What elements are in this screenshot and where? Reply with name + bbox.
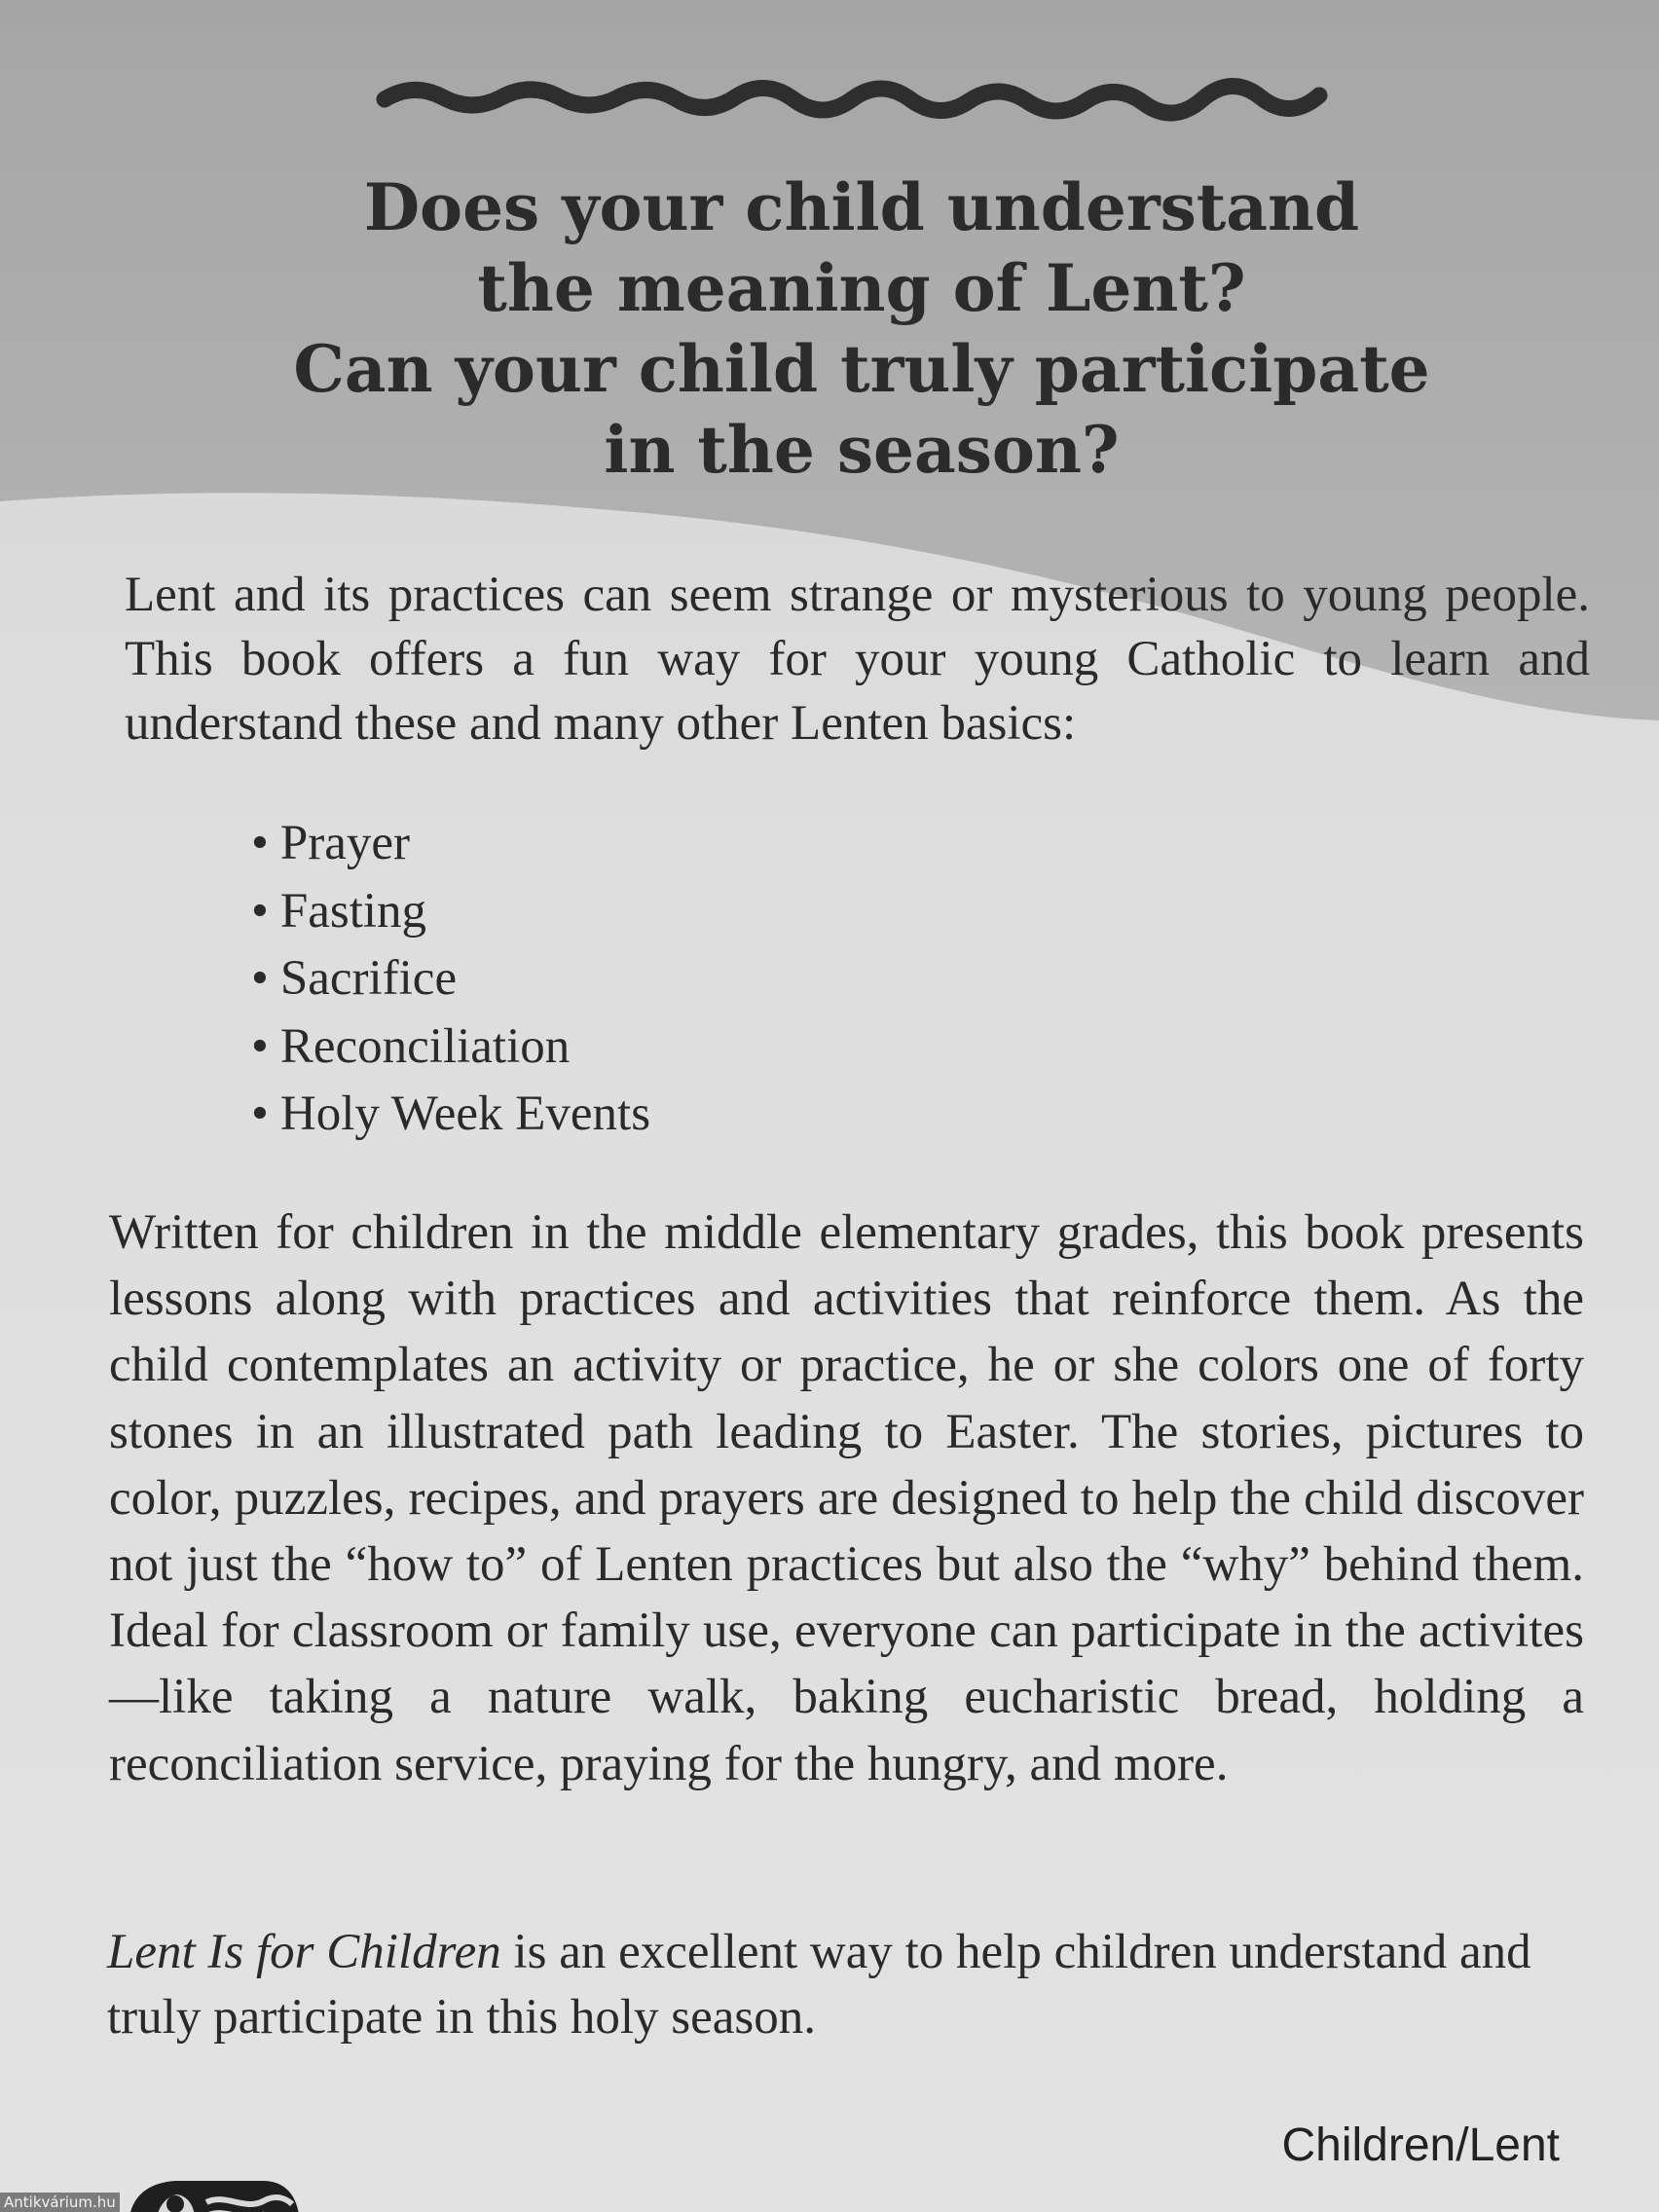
bullet-icon: • — [251, 1018, 269, 1074]
headline-line-4: in the season? — [604, 412, 1120, 488]
headline-line-3: Can your child truly participate — [293, 331, 1430, 407]
list-item — [251, 1081, 650, 1149]
list-item-label: Reconciliation — [279, 1018, 571, 1074]
wavy-line-decoration — [375, 70, 1329, 129]
closing-text: is an excellent way to help children understand and truly participate in this holy season. — [107, 1925, 1531, 2045]
list-item-label: Fasting — [279, 883, 427, 939]
description-paragraph: Written for children in the middle elementary grades, this book presents lessons along with practices and activities that reinforce them. As the child contemplates an activity or practice, he or she colors one of forty stones in an illustrated path leading to Easter. The stories, pictures to color, puzzles, recipes, and prayers are designed to help the child discover not just the “how to” of Lenten practices but also the “why” behind them. Ideal for classroom or family use, everyone can participate in the activites—like taking a nature walk, baking eucharistic bread, holding a reconciliation service, praying for the hungry, and more. — [109, 1205, 1584, 1791]
list-item — [251, 810, 650, 878]
list-item — [251, 945, 650, 1014]
closing-paragraph — [107, 1920, 1587, 2050]
publisher-logo-icon — [117, 2169, 302, 2212]
headline-line-1: Does your child understand — [363, 169, 1360, 245]
category-label: Children/Lent — [1281, 2120, 1560, 2171]
bullet-icon: • — [251, 883, 269, 939]
lenten-basics-list — [251, 810, 650, 1149]
list-item — [251, 878, 650, 946]
list-item-label: Sacrifice — [279, 951, 458, 1006]
book-title: Lent Is for Children — [107, 1925, 501, 1979]
headline — [195, 167, 1529, 491]
watermark-label: Antikvárium.hu — [0, 2193, 120, 2212]
bullet-icon: • — [251, 1087, 269, 1141]
list-item-label: Prayer — [279, 816, 410, 870]
bullet-icon: • — [251, 951, 269, 1006]
list-item-label: Holy Week Events — [279, 1087, 651, 1141]
headline-line-2: the meaning of Lent? — [477, 250, 1246, 326]
bullet-icon: • — [251, 816, 269, 870]
intro-paragraph: Lent and its practices can seem strange or mysterious to young people. This book offers a fun way for your young Catholic to learn and understand these and many other Lenten basics: — [125, 568, 1590, 751]
list-item — [251, 1014, 650, 1082]
